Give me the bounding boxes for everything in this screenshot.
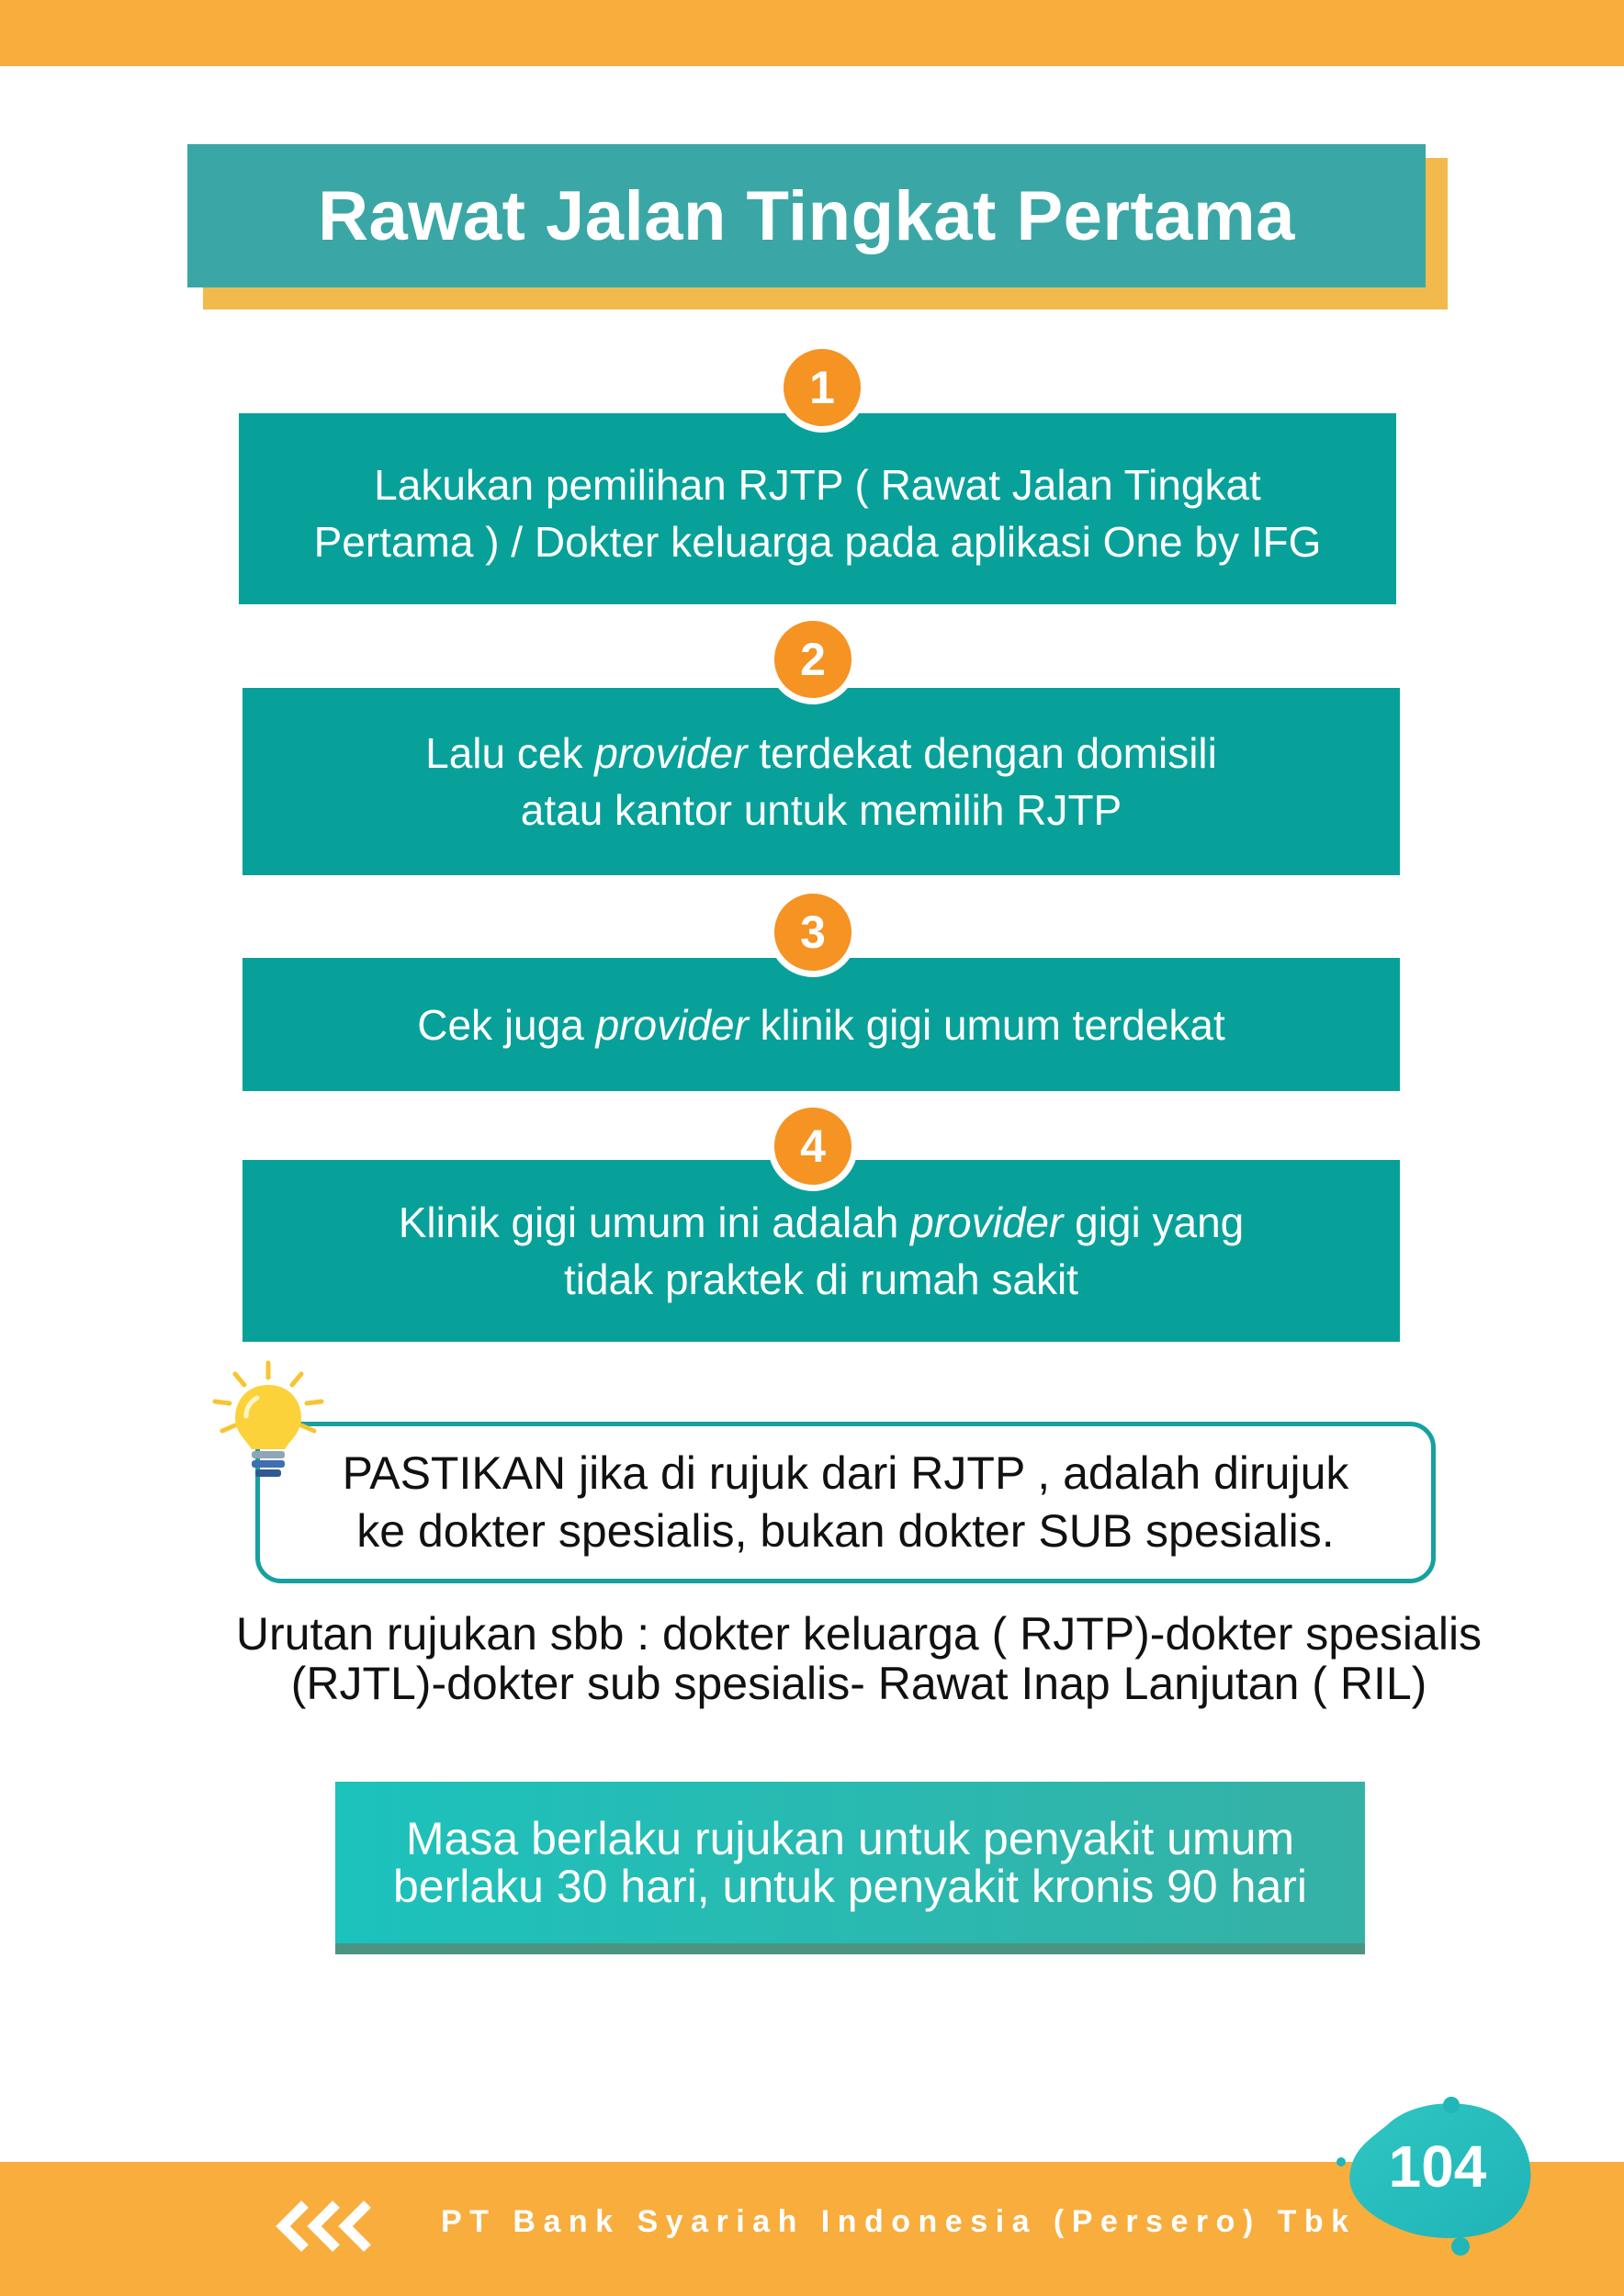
important-note [255,1422,1436,1583]
referral-order-line-2: (RJTL)-dokter sub spesialis- Rawat Inap Lanjutan ( RIL) [290,1658,1427,1709]
step-4-badge: 4 [768,1101,858,1191]
step-1-line-2: Pertama ) / Dokter keluarga pada aplikasi One by IFG [313,518,1322,566]
lightbulb-icon [209,1357,329,1495]
step-3-text-a: Cek juga [417,1000,596,1049]
referral-order-text [138,1609,1580,1708]
step-4-text-b: gigi yang [1063,1199,1245,1246]
step-2-box [242,688,1400,875]
note-line-1: PASTIKAN jika di rujuk dari RJTP , adalah dirujuk [342,1447,1349,1499]
step-1-badge: 1 [777,343,867,433]
step-2-text-b: terdekat dengan domisili [747,729,1217,777]
step-1-box [239,413,1396,604]
step-2-text-em: provider [594,729,748,777]
step-2-text-a: Lalu cek [425,729,595,777]
step-2-line-2: atau kantor untuk memilih RJTP [520,786,1122,834]
step-4-text-em: provider [910,1199,1064,1246]
step-4-line-1 [399,1194,1245,1251]
company-name: PT Bank Syariah Indonesia (Persero) Tbk [441,2204,1357,2239]
validity-banner [335,1782,1365,1943]
title-banner [187,144,1426,287]
validity-line-2: berlaku 30 hari, untuk penyakit kronis 90 hari [392,1861,1308,1912]
referral-order-line-1: Urutan rujukan sbb : dokter keluarga ( RJTP)-dokter spesialis [235,1608,1483,1660]
step-2-line-1 [425,725,1217,782]
step-3-line [417,996,1225,1053]
validity-line-1: Masa berlaku rujukan untuk penyakit umum [405,1813,1295,1864]
note-line-2: ke dokter spesialis, bukan dokter SUB spesialis. [356,1505,1335,1557]
step-2-badge: 2 [768,614,858,704]
step-1-line-1: Lakukan pemilihan RJTP ( Rawat Jalan Tingkat [374,461,1261,509]
top-accent-bar [0,0,1624,66]
page-title: Rawat Jalan Tingkat Pertama [318,176,1295,255]
step-4-text-a: Klinik gigi umum ini adalah [398,1199,911,1246]
triple-chevron-left-icon[interactable] [276,2199,386,2254]
step-3-box [242,958,1400,1091]
step-4-line-2: tidak praktek di rumah sakit [564,1255,1078,1303]
step-3-text-em: provider [595,1000,749,1049]
step-3-text-b: klinik gigi umum terdekat [748,1000,1225,1049]
step-3-badge: 3 [768,887,858,977]
page-number: 104 [1388,2133,1487,2200]
